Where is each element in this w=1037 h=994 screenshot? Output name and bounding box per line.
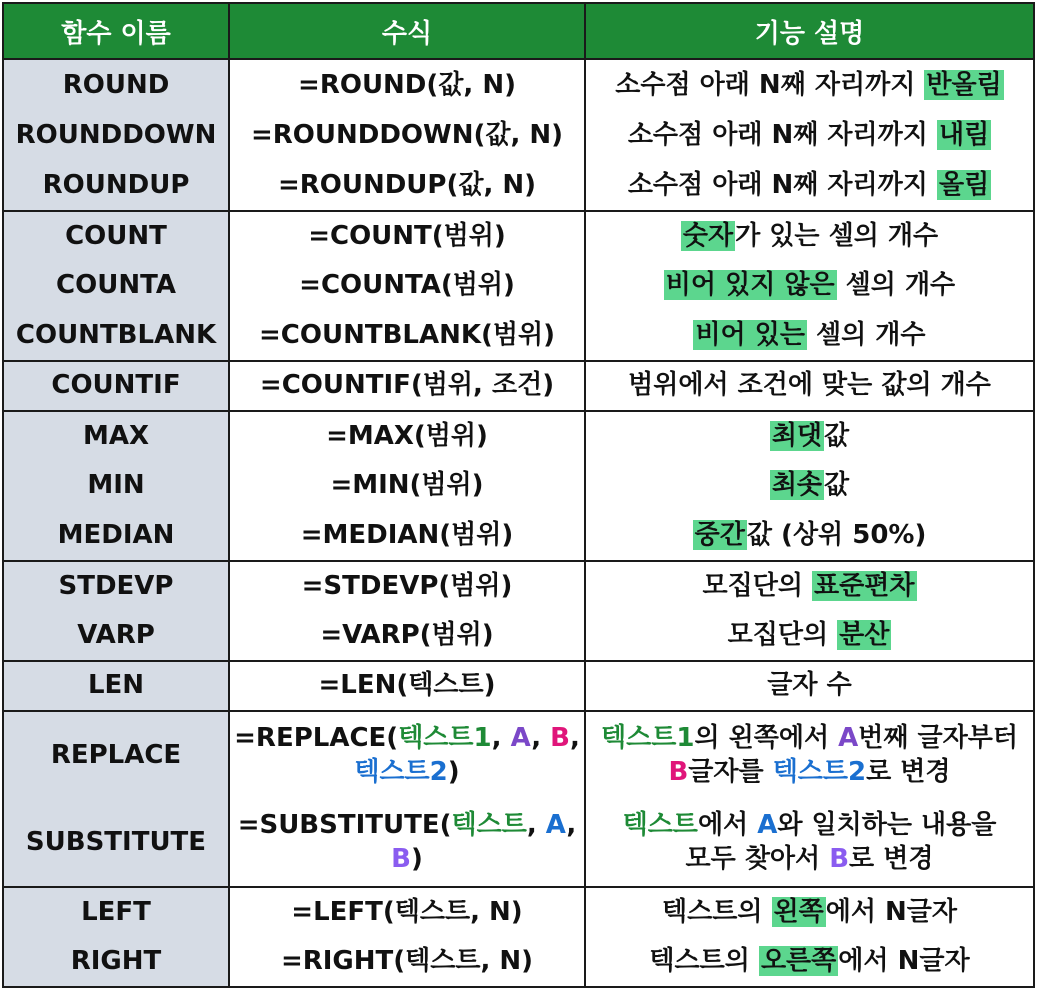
description [585,711,1034,799]
description [585,211,1034,261]
table-row [3,111,1034,161]
table-row [3,361,1034,411]
arg-b: B [550,722,570,753]
arg-b: B [391,843,411,874]
function-name: STDEVP [3,561,229,611]
function-name: VARP [3,611,229,661]
description: 범위에서 조건에 맞는 값의 개수 [585,361,1034,411]
arg-text1: 텍스트1 [600,722,695,753]
highlight: 숫자 [682,220,734,251]
function-name: COUNTIF [3,361,229,411]
formula [229,799,585,887]
highlight: 반올림 [926,69,1002,100]
highlight: 비어 있는 [695,319,805,350]
formula: =COUNT(범위) [229,211,585,261]
description-line [586,722,1033,756]
description [585,799,1034,887]
description-text: 가 있는 셀의 개수 [735,220,939,251]
header-function-name: 함수 이름 [3,3,229,59]
highlight: 내림 [938,120,990,151]
formula-text: ) [410,843,423,874]
highlight: 오른쪽 [760,945,837,976]
description-text: 값 [824,420,850,451]
separator: , [531,722,551,753]
description-text: 값 [824,470,850,501]
formula-line [230,843,584,877]
description [585,311,1034,361]
function-name: COUNTBLANK [3,311,229,361]
description [585,461,1034,511]
description-text: 에서 N글자 [838,945,970,976]
description [585,511,1034,561]
highlight: 분산 [839,619,890,650]
table-row [3,461,1034,511]
header-row [3,3,1034,59]
function-name: MEDIAN [3,511,229,561]
description-text: 글자를 [688,756,773,787]
function-name: MAX [3,411,229,461]
table-row [3,661,1034,711]
table-row [3,799,1034,887]
table-row [3,561,1034,611]
table-row [3,511,1034,561]
separator: , [491,722,511,753]
description-text: 번째 글자부터 [858,722,1018,753]
description-text: 와 일치하는 내용을 [777,809,997,840]
separator: , [569,722,580,753]
function-name: LEFT [3,887,229,937]
description-text: 모집단의 [702,570,813,601]
separator: , [566,809,577,840]
description: 글자 수 [585,661,1034,711]
description-line [586,843,1033,877]
description-line [586,756,1033,790]
formula: =COUNTA(범위) [229,261,585,311]
header-formula: 수식 [229,3,585,59]
description-text: 로 변경 [849,843,934,874]
table-row [3,311,1034,361]
description-text: 셀의 개수 [806,319,926,350]
formula: =COUNTIF(범위, 조건) [229,361,585,411]
table-row [3,611,1034,661]
arg-text2: 텍스트2 [772,756,867,787]
formula-text: =REPLACE( [234,722,399,753]
description [585,161,1034,211]
description-text: 의 왼쪽에서 [694,722,839,753]
function-name: LEN [3,661,229,711]
table-row [3,161,1034,211]
description-text: 텍스트의 [649,945,759,976]
function-table [2,2,1035,988]
table-row [3,211,1034,261]
function-name: COUNTA [3,261,229,311]
function-name: SUBSTITUTE [3,799,229,887]
highlight: 중간 [694,519,745,550]
formula: =ROUNDUP(값, N) [229,161,585,211]
formula: =MEDIAN(범위) [229,511,585,561]
formula-text: =SUBSTITUTE( [237,809,452,840]
description-text: 에서 N글자 [825,896,958,927]
description-text: 로 변경 [866,756,951,787]
arg-text2: 텍스트2 [354,756,448,787]
description-text: 소수점 아래 N째 자리까지 [615,69,925,100]
function-name: ROUND [3,59,229,111]
formula: =LEFT(텍스트, N) [229,887,585,937]
description-text: 소수점 아래 N째 자리까지 [627,120,937,151]
function-name: MIN [3,461,229,511]
formula: =MIN(범위) [229,461,585,511]
table-row [3,261,1034,311]
header-description: 기능 설명 [585,3,1034,59]
formula-line [230,756,584,790]
formula: =COUNTBLANK(범위) [229,311,585,361]
formula [229,711,585,799]
formula-line [230,722,584,756]
description [585,937,1034,987]
formula: =MAX(범위) [229,411,585,461]
description-text: 값 (상위 50%) [746,519,927,550]
arg-a: A [545,809,567,840]
arg-a: A [510,722,532,753]
formula-text: ) [447,756,460,787]
description-text: 모집단의 [727,619,838,650]
formula: =VARP(범위) [229,611,585,661]
description [585,59,1034,111]
highlight: 왼쪽 [773,896,824,927]
separator: , [526,809,546,840]
description-line [586,809,1033,843]
description [585,261,1034,311]
function-name: ROUNDUP [3,161,229,211]
arg-b: B [668,756,689,787]
table-row [3,711,1034,799]
formula: =STDEVP(범위) [229,561,585,611]
highlight: 최솟 [771,470,823,501]
description-text: 텍스트의 [661,896,772,927]
table-row [3,887,1034,937]
highlight: 표준편차 [814,570,915,601]
table-row [3,59,1034,111]
function-name: RIGHT [3,937,229,987]
description-text: 셀의 개수 [836,270,956,301]
arg-b: B [829,843,850,874]
description-text: 모두 찾아서 [685,843,830,874]
formula: =ROUND(값, N) [229,59,585,111]
description-text: 에서 [697,809,758,840]
description [585,111,1034,161]
table-row [3,411,1034,461]
highlight: 최댓 [771,420,823,451]
description [585,411,1034,461]
formula: =LEN(텍스트) [229,661,585,711]
description [585,611,1034,661]
arg-a: A [757,809,778,840]
function-name: ROUNDDOWN [3,111,229,161]
formula: =ROUNDDOWN(값, N) [229,111,585,161]
arg-text1: 텍스트1 [398,722,492,753]
description [585,561,1034,611]
highlight: 비어 있지 않은 [665,270,835,301]
function-name: COUNT [3,211,229,261]
description-text: 소수점 아래 N째 자리까지 [627,169,937,200]
formula-line [230,809,584,843]
table-row [3,937,1034,987]
description [585,887,1034,937]
function-name: REPLACE [3,711,229,799]
formula: =RIGHT(텍스트, N) [229,937,585,987]
highlight: 올림 [938,169,990,200]
arg-text: 텍스트 [451,809,527,840]
arg-a: A [838,722,859,753]
arg-text: 텍스트 [622,809,698,840]
